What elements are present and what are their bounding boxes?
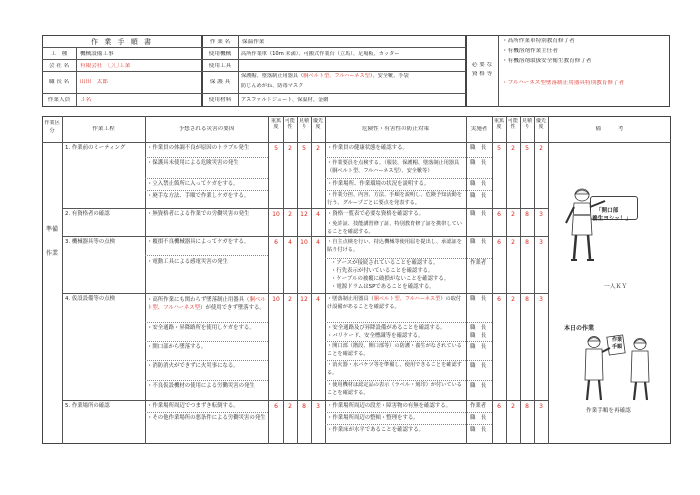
hazard-item: ・保護具未使用による危険災害の発生 — [147, 160, 239, 166]
estimate-value-2: 8 — [525, 296, 529, 303]
col-header-probability: 可能性 — [284, 118, 295, 130]
foreman-label: 職 長 名 — [48, 79, 70, 85]
workers-label: 作業人員 — [47, 97, 71, 103]
machine-label: 使用機械 — [208, 51, 232, 57]
person-value: 職 長 — [470, 145, 487, 151]
hazard-item: ・高所作業にも関わらず墜落制止用器具（胴ベルト型、フルハーネス型）が使用できず墜落する。 — [147, 297, 266, 312]
measure-item: ・アースが接続されていることを確認する。 — [331, 260, 439, 266]
qualification-item: ・高所作業車特別教育修了者 — [502, 38, 575, 44]
qualification-item: ・フルハーネス型墜落制止用器具特別教育修了者 — [502, 80, 625, 86]
probability-value-2: 2 — [511, 211, 515, 218]
col-header-severity-2: 重篤度 — [493, 118, 504, 130]
person-value: 職 長 — [470, 325, 487, 331]
caption-one-person-ky: 一人ＫＹ — [604, 284, 628, 290]
person-value: 職 長 — [470, 296, 487, 302]
step-name: 1. 作業前のミーティング — [65, 145, 126, 151]
col-header-hazard: 予想される災害の要因 — [178, 126, 235, 132]
hazard-item: ・立入禁止箇所に入ってケガをする。 — [147, 181, 239, 187]
qualification-item: ・有機溶剤作業主任者 — [502, 48, 558, 54]
person-value: 職 長 — [470, 181, 487, 187]
machine-value: 高所作業車（10m 未満）、可搬式作業台（立馬）、足場板、カッター — [241, 51, 400, 57]
worker-pointing-illustration — [560, 185, 610, 265]
person-value: 職 長 — [470, 427, 487, 433]
person-value: 職 長 — [470, 239, 487, 245]
col-header-person: 実施者 — [470, 126, 488, 132]
company-value: 有限会社 〇〇工業 — [80, 63, 131, 69]
priority-value-2: 3 — [539, 211, 543, 218]
person-value: 職 長 — [470, 383, 487, 389]
measure-item: ・資格一覧表で必要な資格を確認する。 — [327, 211, 425, 217]
measure-item: ・作業要員を点検する。（服装、保護帽、墜落制止用器具（胴ベルト型、フルハーネス型）、安全靴等） — [327, 160, 460, 174]
tool-label: 使用工具 — [208, 63, 232, 69]
material-label: 使用材料 — [208, 97, 232, 103]
material-value: アスファルトジュート、保温材、金網 — [241, 97, 329, 103]
step-name: 5. 作業場所の確認 — [65, 403, 110, 409]
measure-item: ・行先表示が付いていることを確認する。 — [331, 268, 434, 274]
ppe-value-line2: 防じんめがね、防毒マスク — [241, 83, 304, 89]
priority-value-2: 3 — [539, 403, 543, 410]
measure-item: ・安全通路及び昇降設備があることを確認する。 — [327, 325, 446, 331]
type-value: 機械設備工事 — [80, 51, 114, 57]
col-header-severity: 重篤度 — [270, 118, 281, 130]
estimate-value: 8 — [302, 403, 306, 410]
measure-item: ・作業場所周辺の整頓・整理をする。 — [327, 415, 419, 421]
priority-value: 4 — [316, 239, 320, 246]
estimate-value: 12 — [300, 211, 308, 218]
company-label: 会 社 名 — [48, 63, 70, 69]
col-header-measure: 危険性・有害性の防止対策 — [361, 126, 430, 132]
measure-item: ・自主点検を行い、持込機械等使用届を提出し、承認証を貼り付ける。 — [327, 239, 462, 253]
col-header-remarks: 備 考 — [595, 126, 624, 132]
speech-bubble-text: 「開口部 養生ヨシッ！」 — [592, 207, 632, 223]
priority-value: 2 — [316, 145, 320, 152]
hazard-item: ・電動工具による感電災害の発生 — [147, 259, 228, 265]
ppe-label: 保 護 具 — [209, 79, 231, 85]
measure-item: ・使用機材は認定品の表示（ラベル・刻印）が付いていることを確認する。 — [327, 382, 462, 396]
estimate-value-2: 8 — [525, 211, 529, 218]
measure-item: ・消火器・水バケツ等を準備し、使用できることを確認する。 — [327, 362, 462, 376]
probability-value: 2 — [288, 296, 292, 303]
severity-value: 10 — [272, 296, 280, 303]
priority-value: 3 — [316, 403, 320, 410]
measure-item: ・電源ドラムはSPであることを確認する。 — [331, 284, 435, 290]
caption-reconfirm-procedure: 作業手順を再確認 — [586, 408, 631, 414]
severity-value-2: 5 — [497, 145, 501, 152]
hazard-item: ・その他作業場所の悪条件による労働災害の発生 — [147, 415, 266, 421]
step-name: 3. 機械器具等の点検 — [65, 239, 115, 245]
hazard-item: ・覆損不良機械器具によってケガをする。 — [147, 239, 250, 245]
today-work-title: 本日の作業 — [564, 325, 595, 332]
priority-value-2: 3 — [539, 239, 543, 246]
severity-value-2: 6 — [497, 211, 501, 218]
severity-value: 6 — [274, 239, 278, 246]
col-header-priority-2: 優先度 — [535, 118, 546, 130]
probability-value: 2 — [288, 211, 292, 218]
person-value: 職 長 — [470, 344, 487, 350]
person-value: 職 長 — [470, 211, 487, 217]
measure-item: ・作業分担、内容、方法、手順を説明し、危険予知活動を行う。グループごとに要点を発表する。 — [327, 192, 462, 206]
probability-value: 4 — [288, 239, 292, 246]
col-header-estimate: 見積り — [298, 118, 309, 130]
measure-item: ・作業場所周辺の段差・障害物の有無を確認する。 — [327, 403, 451, 409]
priority-value: 4 — [316, 211, 320, 218]
col-header-probability-2: 可能性 — [507, 118, 518, 130]
section-label: 準備作業 — [46, 226, 58, 257]
qualification-item: ・有機溶剤取扱安全衛生教育修了者 — [502, 58, 592, 64]
probability-value-2: 2 — [511, 296, 515, 303]
severity-value-2: 6 — [497, 296, 501, 303]
probability-value-2: 2 — [511, 145, 515, 152]
work-name: 保温作業 — [242, 39, 265, 45]
measure-item: ・免許証、技能講習修了証、特別教育修了証を携帯していることを確認する。 — [327, 221, 462, 235]
hazard-item: ・作業員の体調不良が原因のトラブル発生 — [147, 145, 250, 151]
qualification-label-2: 資 格 等 — [471, 71, 493, 77]
severity-value: 10 — [272, 211, 280, 218]
estimate-value: 12 — [300, 296, 308, 303]
type-label: 工 種 — [50, 51, 68, 57]
person-value: 職 長 — [470, 193, 487, 199]
severity-value-2: 6 — [497, 239, 501, 246]
workers-value: ３名 — [80, 97, 92, 103]
col-header-step: 作業工程 — [92, 126, 115, 132]
step-name: 2. 有資格者の確認 — [65, 211, 110, 217]
estimate-value: 5 — [302, 145, 306, 152]
estimate-value-2: 5 — [525, 145, 529, 152]
person-value: 職 長 — [470, 160, 487, 166]
person-value: 職 長 — [470, 333, 487, 339]
probability-value-2: 2 — [511, 239, 515, 246]
worker-reading-board-illustration — [562, 322, 662, 402]
col-header-estimate-2: 見積り — [521, 118, 532, 130]
measure-item: ・ケーブルの被覆に破損がないことを確認する。 — [331, 276, 450, 282]
hazard-item: ・開口部から墜落する。 — [147, 344, 207, 350]
estimate-value-2: 8 — [525, 239, 529, 246]
col-header-priority: 優先度 — [312, 118, 323, 130]
doc-title: 作 業 手 順 書 — [91, 38, 153, 46]
col-header-section: 作業区分 — [44, 120, 60, 134]
severity-value: 5 — [274, 145, 278, 152]
hazard-item: ・作業場所周辺でつまずき転倒する。 — [147, 403, 239, 409]
probability-value: 2 — [288, 145, 292, 152]
hazard-item: ・不良仮設機材の使用による労働災害の発生 — [147, 383, 255, 389]
priority-value-2: 3 — [539, 296, 543, 303]
person-value: 職 長 — [470, 363, 487, 369]
step-name: 4. 仮設設備等の点検 — [65, 296, 115, 302]
estimate-value: 10 — [300, 239, 308, 246]
measure-item: ・作業床が水平であることを確認する。 — [327, 427, 425, 433]
person-value: 作業者 — [470, 403, 487, 409]
ppe-value: 保護帽、墜落制止用器具（胴ベルト型、フルハーネス型）、安全靴、手袋 — [241, 73, 409, 79]
measure-item: ・墜落制止用器具（胴ベルト型、フルハーネス型）の取付け設備があることを確認する。 — [327, 296, 462, 310]
priority-value-2: 2 — [539, 145, 543, 152]
measure-item: ・開口部（階段、開口部等）の防護・養生がなされていることを確認する。 — [327, 343, 462, 357]
measure-item: ・作業場所、作業環境の状況を説明する。 — [327, 181, 430, 187]
procedure-board-text: 作業 手順 — [611, 337, 622, 350]
measure-item: ・バリケード、安全標識等を確認する。 — [327, 333, 424, 339]
probability-value-2: 2 — [511, 403, 515, 410]
hazard-item: ・安全通路・昇降路所を使用しケガをする。 — [147, 325, 255, 331]
qualification-label-1: 必 要 な — [471, 62, 493, 68]
person-value: 職 長 — [470, 415, 487, 421]
person-value: 作業者 — [470, 260, 487, 266]
probability-value: 2 — [288, 403, 292, 410]
severity-value: 6 — [274, 403, 278, 410]
hazard-item: ・廃手な方法、手順で作業しケガをする。 — [147, 193, 250, 199]
severity-value-2: 6 — [497, 403, 501, 410]
measure-item: ・作業員の健康状態を確認する。 — [327, 145, 408, 151]
estimate-value-2: 8 — [525, 403, 529, 410]
foreman-value: 山田 太郎 — [80, 79, 108, 85]
work-name-label: 作 業 名 — [209, 39, 231, 45]
hazard-item: ・消防消火ができずに火災事になる。 — [147, 363, 239, 369]
hazard-item: ・無資格者による作業での労働災害の発生 — [147, 211, 250, 217]
priority-value: 4 — [316, 296, 320, 303]
